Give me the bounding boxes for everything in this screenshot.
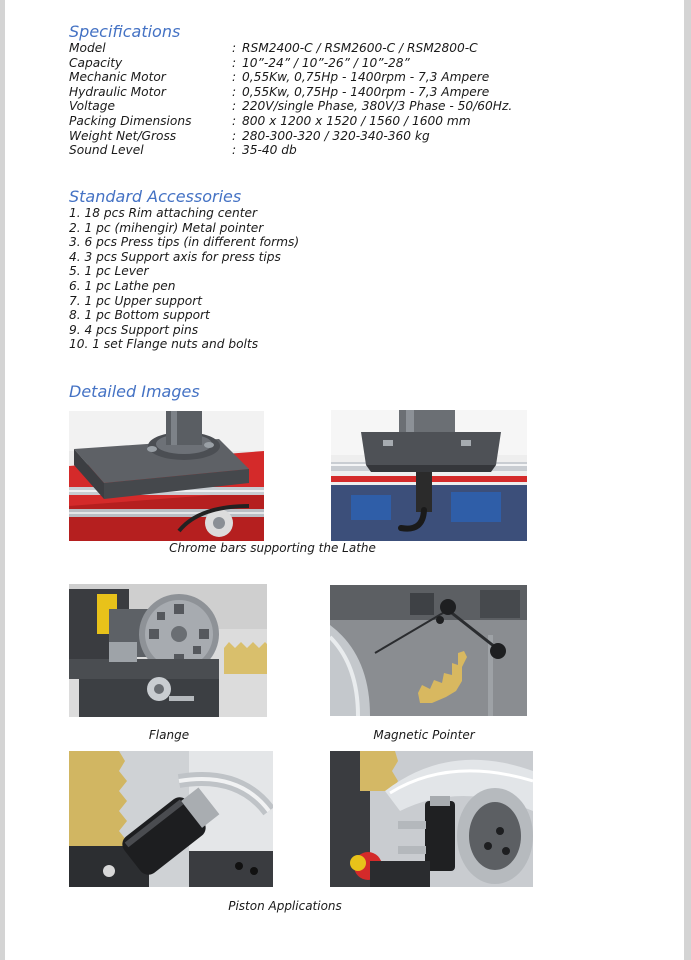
spec-row [69, 114, 629, 129]
spec-separator: : [232, 55, 237, 70]
list-item: 9. 4 pcs Support pins [69, 322, 199, 337]
spec-label: Mechanic Motor [69, 70, 166, 85]
spec-label: Sound Level [69, 143, 144, 158]
spec-separator: : [232, 99, 237, 114]
spec-value: 220V/single Phase, 380V/3 Phase - 50/60Hz. [242, 99, 513, 114]
page-gutter-left [0, 0, 5, 960]
list-item: 7. 1 pc Upper support [69, 293, 203, 308]
list-item: 10. 1 set Flange nuts and bolts [69, 337, 259, 352]
spec-value: 800 x 1200 x 1520 / 1560 / 1600 mm [242, 113, 471, 128]
spec-row [69, 41, 629, 56]
spec-label: Hydraulic Motor [69, 84, 166, 99]
spec-value: 10”-24” / 10”-26” / 10”-28” [242, 55, 410, 70]
magnetic-pointer-caption: Magnetic Pointer [373, 728, 475, 742]
magnetic-pointer-photo [330, 585, 527, 716]
chrome-bars-photo [69, 411, 264, 541]
chrome-bars-caption: Chrome bars supporting the Lathe [169, 541, 376, 555]
spec-value: 0,55Kw, 0,75Hp - 1400rpm - 7,3 Ampere [242, 84, 490, 99]
accessories-list [69, 206, 299, 352]
spec-label: Voltage [69, 99, 115, 114]
list-item: 2. 1 pc (mihengir) Metal pointer [69, 220, 264, 235]
spec-row [69, 99, 629, 114]
spec-row [69, 85, 629, 100]
list-item: 6. 1 pc Lathe pen [69, 278, 176, 293]
piston-right-photo [330, 751, 533, 887]
spec-separator: : [232, 84, 237, 99]
spec-row [69, 143, 629, 158]
spec-label: Capacity [69, 55, 123, 70]
spec-row [69, 70, 629, 85]
specifications-table [69, 41, 629, 158]
spec-value: RSM2400-C / RSM2600-C / RSM2800-C [242, 41, 478, 55]
spec-separator: : [232, 128, 237, 143]
spec-label: Weight Net/Gross [69, 128, 177, 143]
spec-separator: : [232, 113, 237, 128]
spec-separator: : [232, 41, 237, 55]
images-heading: Detailed Images [69, 382, 200, 401]
accessories-heading: Standard Accessories [69, 187, 242, 206]
list-item: 4. 3 pcs Support axis for press tips [69, 249, 281, 264]
list-item: 8. 1 pc Bottom support [69, 308, 210, 323]
spec-row [69, 129, 629, 144]
spec-label: Model [69, 41, 106, 55]
spec-label: Packing Dimensions [69, 113, 192, 128]
list-item: 3. 6 pcs Press tips (in different forms) [69, 235, 300, 250]
piston-caption: Piston Applications [228, 899, 342, 913]
list-item: 1. 18 pcs Rim attaching center [69, 206, 257, 220]
spec-separator: : [232, 70, 237, 85]
spec-separator: : [232, 143, 237, 158]
flange-caption: Flange [148, 728, 190, 742]
spec-value: 35-40 db [242, 143, 297, 158]
spec-value: 280-300-320 / 320-340-360 kg [242, 128, 430, 143]
list-item: 5. 1 pc Lever [69, 264, 149, 279]
page-gutter-right [684, 0, 691, 960]
piston-left-photo [69, 751, 273, 887]
spec-value: 0,55Kw, 0,75Hp - 1400rpm - 7,3 Ampere [242, 70, 490, 85]
specifications-heading: Specifications [69, 22, 181, 41]
spec-row [69, 56, 629, 71]
flange-photo [69, 584, 267, 717]
press-clamp-photo [331, 410, 527, 541]
